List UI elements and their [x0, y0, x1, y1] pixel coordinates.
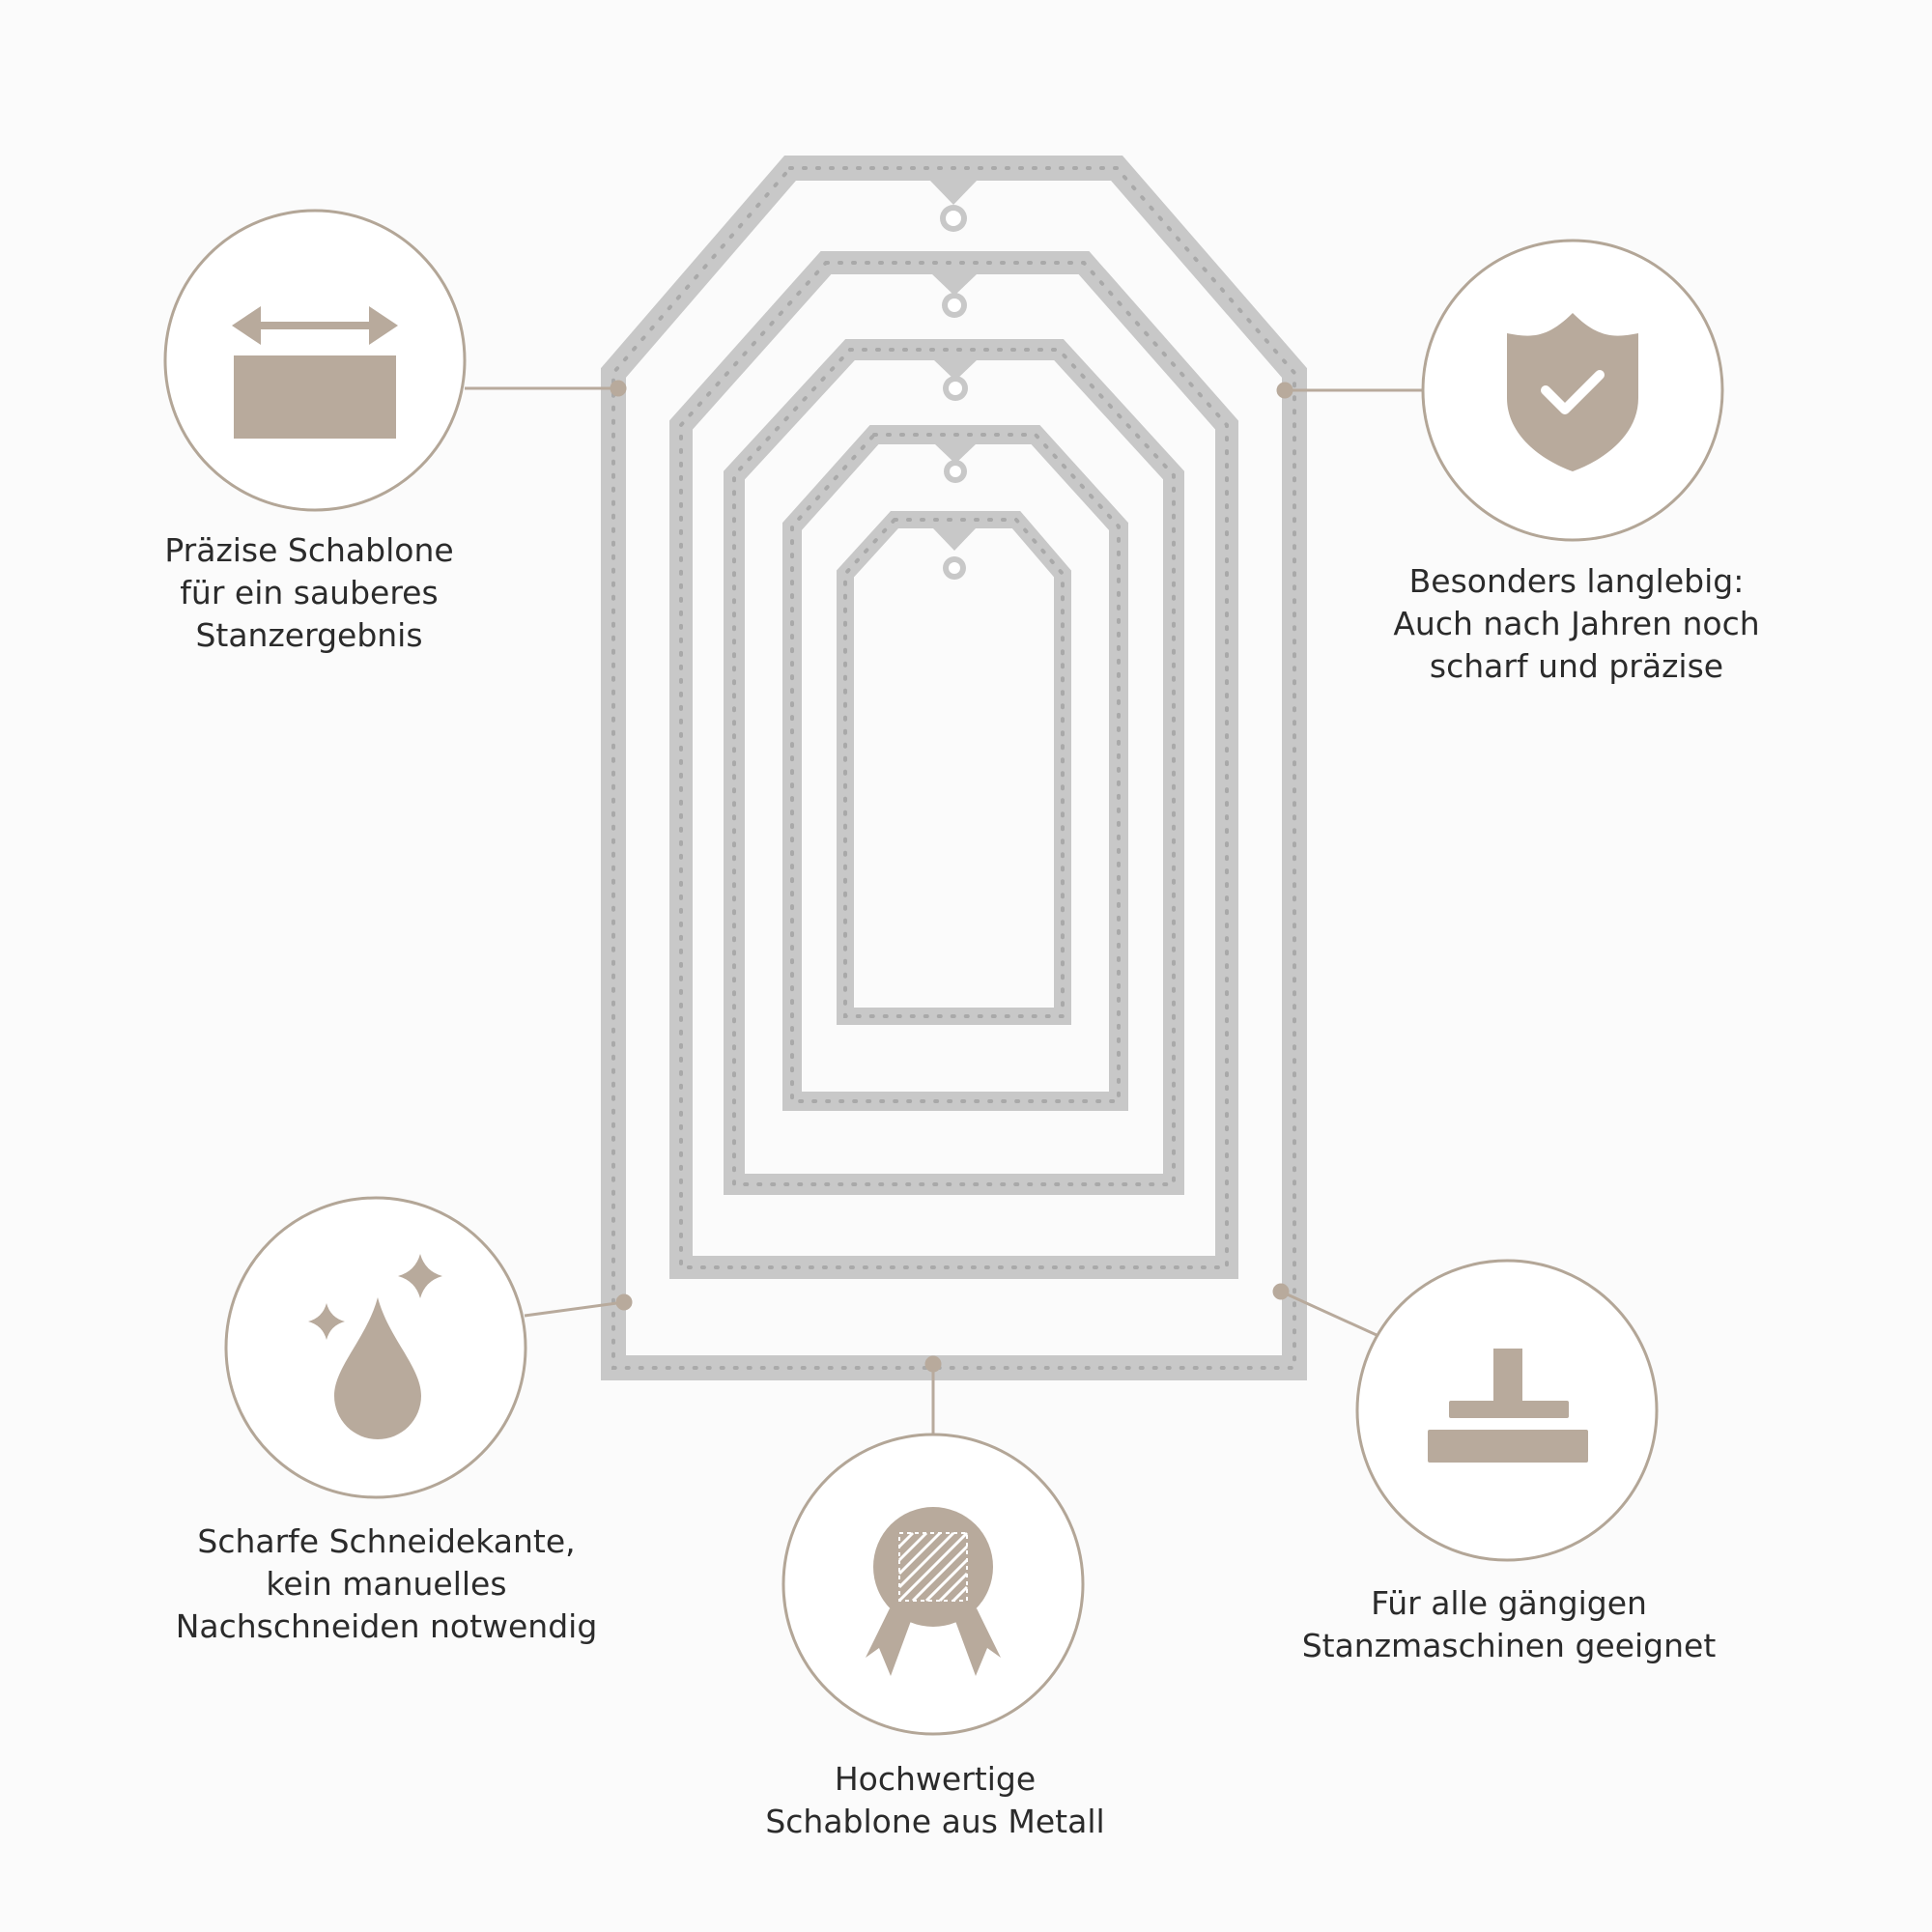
width-arrow-icon	[232, 306, 398, 439]
caption-line: für ein sauberes	[180, 574, 439, 611]
caption-line: Scharfe Schneidekante,	[197, 1522, 576, 1560]
die-tag-5	[845, 520, 1063, 1016]
caption-line: Stanzmaschinen geeignet	[1301, 1627, 1717, 1664]
caption-sharp-edge	[176, 1520, 598, 1648]
caption-line: Besonders langlebig:	[1408, 562, 1745, 600]
caption-line: scharf und präzise	[1429, 647, 1724, 685]
caption-metal	[765, 1758, 1104, 1843]
caption-line: Schablone aus Metall	[765, 1803, 1105, 1840]
connector-dot-5	[1274, 1285, 1288, 1298]
caption-compatibility	[1302, 1582, 1717, 1667]
caption-line: Hochwertige	[834, 1760, 1037, 1798]
connector-dot-2	[1278, 384, 1292, 397]
caption-line: Präzise Schablone	[164, 531, 454, 569]
caption-line: Auch nach Jahren noch	[1393, 605, 1760, 642]
connector-dot-4	[926, 1357, 940, 1371]
caption-line: Stanzergebnis	[195, 616, 423, 654]
metal-die-set	[613, 168, 1294, 1368]
connector-dot-3	[617, 1295, 631, 1309]
die-tag-2	[681, 263, 1227, 1267]
connector-dot-1	[611, 382, 625, 395]
caption-durability	[1393, 560, 1759, 688]
caption-line: Nachschneiden notwendig	[175, 1607, 598, 1645]
caption-line: kein manuelles	[266, 1565, 507, 1603]
caption-line: Für alle gängigen	[1371, 1584, 1647, 1622]
caption-precision	[164, 529, 453, 657]
